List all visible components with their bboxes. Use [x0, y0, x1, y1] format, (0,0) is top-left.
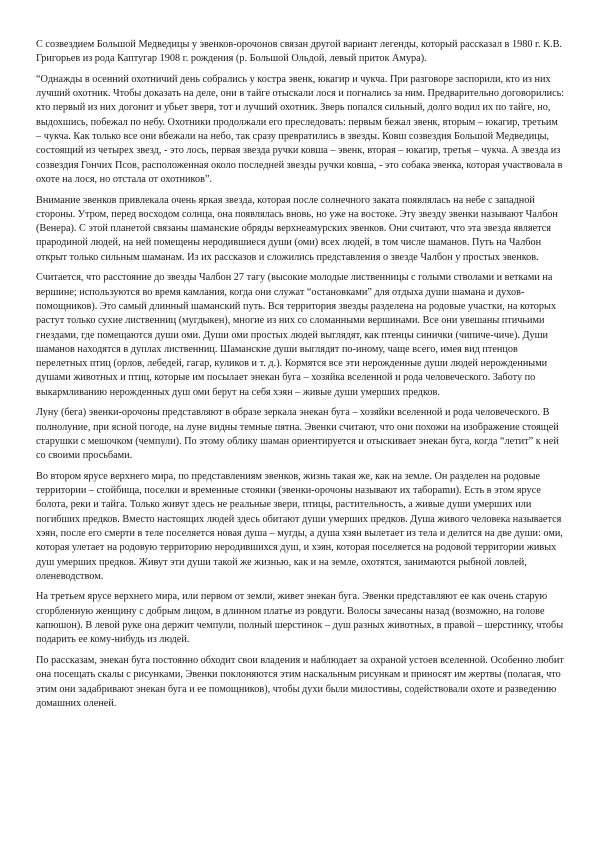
paragraph-2: “Однажды в осенний охотничий день собрались у костра эвенк, юкагир и чукча. При разговоре заспорили, кто из них лучший охотник. Чтобы доказать на деле, они в тайге отыскали лося и погнались за ним. Предварительно договорились: кто первый из них догонит и убьет зверя, тот и лучший охотник. Зверь попался сильный, долго водил их по тайге, но, выдохшись, побежал по небу. Охотники продолжали его преследовать: первым бежал эвенк, вторым – юкагир, третьим – чукча. Как только все они вбежали на небо, так сразу превратились в звезды. Ковш созвездия Большой Медведицы, состоящий из четырех звезд, - это лось, первая звезда ручки ковша – эвенк, вторая – юкагир, третья – чукча. А звезда из созвездия Гончих Псов, расположенная около последней звезды ручки ковша, - это собака эвенка, которая участвовала в охоте на лося, но отстала от охотников”. [36, 73, 565, 185]
paragraph-1: С созвездием Большой Медведицы у эвенков-орочонов связан другой вариант легенды, который рассказал в 1980 г. К.В. Григорьев из рода Каптугар 1908 г. рождения (р. Большой Ольдой, левый приток Амура). [36, 39, 562, 65]
paragraph-4: Считается, что расстояние до звезды Чалбон 27 тагу (высокие молодые лиственницы с голыми стволами и ветками на вершине; используются во время камлания, когда они служат “остановками” для отдыха души шамана и духов-помощников). Это самый длинный шаманский путь. Вся территория звезды разделена на родовые участки, на которых растут только сухие лиственниц (мугдыкен), многие из них со сломанными вершинами. Все они увешаны птичьими гнездами, где помещаются души оми. Души оми простых людей выглядят, как птенцы синички (чипиче-чиче). Души шаманов находятся в дуплах лиственниц. Шаманские души выглядят по-иному, чаще всего, имея вид птенцов перелетных птиц (орлов, лебедей, гагар, куликов и т. д.). Кормятся все эти нерожденные души людей нерожденными душами животных и птиц, которые им посылает энекан буга – хозяйка вселенной и рода человеческого. Заботу по выкармливанию нерожденных душ оми берут на себя хэян – живые души умерших предков. [36, 272, 557, 398]
paragraph-7: На третьем ярусе верхнего мира, или первом от земли, живет энекан буга. Эвенки представляют ее как очень старую сгорбленную женщину с добрым лицом, в длинном платье из ровдуги. Волосы зачесаны назад (возможно, на голове капюшон). В левой руке она держит чемпули, полный шерстинок – душ разных животных, в правой – шерстинку, чтобы подарить ее кому-нибудь из людей. [36, 591, 564, 646]
paragraph-5: Луну (бега) эвенки-орочоны представляют в образе зеркала энекан буга – хозяйки вселенной и рода человеческого. В полнолуние, при ясной погоде, на луне видны темные пятна. Эвенки считают, что они похожи на изображение стоящей старушки с мешочком (чемпули). По этому облику шаман ориентируется и отыскивает энекан буга, когда “летит” к ней со своими просьбами. [36, 407, 559, 462]
document-page [36, 38, 565, 717]
paragraph-8: По рассказам, энекан буга постоянно обходит свои владения и наблюдает за охраной устоев вселенной. Особенно любит она посещать скалы с рисунками, Эвенки поклоняются этим наскальным рисункам и приносят им жертвы (полагая, что этим они задабривают энекан буга и ее помощников), чтобы духи были милостивы, содействовали охоте и разведению домашних оленей. [36, 654, 564, 709]
paragraph-3: Внимание эвенков привлекала очень яркая звезда, которая после солнечного заката появлялась на небе с западной стороны. Утром, перед восходом солнца, она появлялась вновь, но уже на востоке. Эту звезду эвенки называют Чалбон (Венера). С этой планетой связаны шаманские обряды верхнеамурских эвенков. Они считают, что эта звезда является прародиной людей, на ней помещены неродившиеся души (оми) всех людей, в том числе шаманов. Путь на Чалбон открыт только сильным шаманам. Из их рассказов и сложились представления о звезде Чалбон у простых эвенков. [36, 194, 558, 263]
paragraph-6: Во втором ярусе верхнего мира, по представлениям эвенков, жизнь такая же, как на земле. Он разделен на родовые территории – стойбища, поселки и временные стоянки (эвенки-орочоны называют их табораmи). Есть в этом ярусе болота, реки и тайга. Только живут здесь не реальные звери, птицы, растительность, а живые души умерших или погибших предков. Вместо настоящих людей здесь обитают души умерших предков. Душа живого человека называется хэян, после его смерти в теле поселяется новая душа – мугды, а душа хэян вылетает из тела и делится на две души: оми, которая улетает на родовую территорию неродившихся душ, и хэян, которая поселяется на родовой территории живых душ умерших предков. Живут эти души такой же жизнью, как и на земле, охотятся, занимаются рыбной ловлей, оленеводством. [36, 470, 563, 582]
